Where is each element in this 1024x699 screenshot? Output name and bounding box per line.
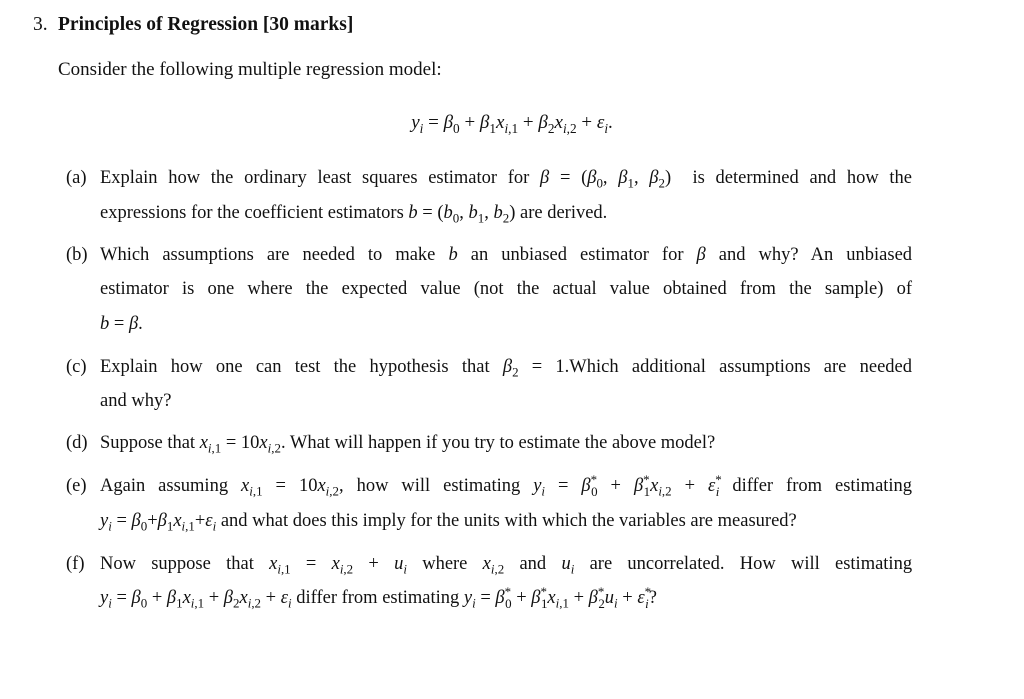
model-equation: $y_i = \beta_0 + \beta_1x_{i,1} + \beta_2x_{i,2} + \varepsilon_i$. [411,112,613,136]
part-e-line-1: Again assuming $x_{i,1} = 10x_{i,2}$, how will estimating $y_i = \beta^*_0 + \beta^*_1x_{i,2} + \varepsilon^*_i$ differ from estimating [100,471,913,499]
question-intro: Consider the following multiple regression model: [58,59,442,80]
part-a-line-1: Explain how the ordinary least squares estimator for $\beta = (\beta_0$, $\beta_1$, $\beta_2$) is determined and how the [100,168,912,191]
question-title: Principles of Regression [30 marks] [58,14,354,35]
part-label: (d) [66,433,88,453]
question-heading [33,14,353,36]
part-b-line-1: Which assumptions are needed to make b an unbiased estimator for β and why? An unbiased [100,245,913,265]
part-d-line-1: Suppose that $x_{i,1} = 10x_{i,2}$. What will happen if you try to estimate the above model? [100,433,716,456]
part-label: (e) [66,476,87,496]
question-number: 3. [33,14,48,35]
part-f-line-2: $y_i = \beta_0 + \beta_1x_{i,1} + \beta_2x_{i,2} + \varepsilon_i$ differ from estimating $y_i = \beta^*_0 + \beta^*_1x_{i,1} + \beta^*_2u_i + \varepsilon^*_i$? [100,583,657,611]
part-e-line-2: $y_i = \beta_0+\beta_1x_{i,1}+\varepsilon_i$ and what does this imply for the units with which the variables are measured? [100,511,797,534]
part-c-line-2: and why? [100,391,172,411]
part-label: (b) [66,245,88,265]
part-f-line-1: Now suppose that $x_{i,1} = x_{i,2} + u_i$ where $x_{i,2}$ and $u_i$ are uncorrelated. How will estimating [100,554,913,577]
part-c-line-1: Explain how one can test the hypothesis that $\beta_2$ = 1.Which additional assumptions are needed [100,357,912,380]
part-label: (f) [66,554,85,574]
part-label: (c) [66,357,87,377]
part-b-line-2: estimator is one where the expected value (not the actual value obtained from the sample) of [100,279,912,299]
part-b-line-3: b = β. [100,314,143,334]
part-label: (a) [66,168,87,188]
part-a-line-2: expressions for the coefficient estimators $b = (b_0$, $b_1$, $b_2$) are derived. [100,203,608,226]
